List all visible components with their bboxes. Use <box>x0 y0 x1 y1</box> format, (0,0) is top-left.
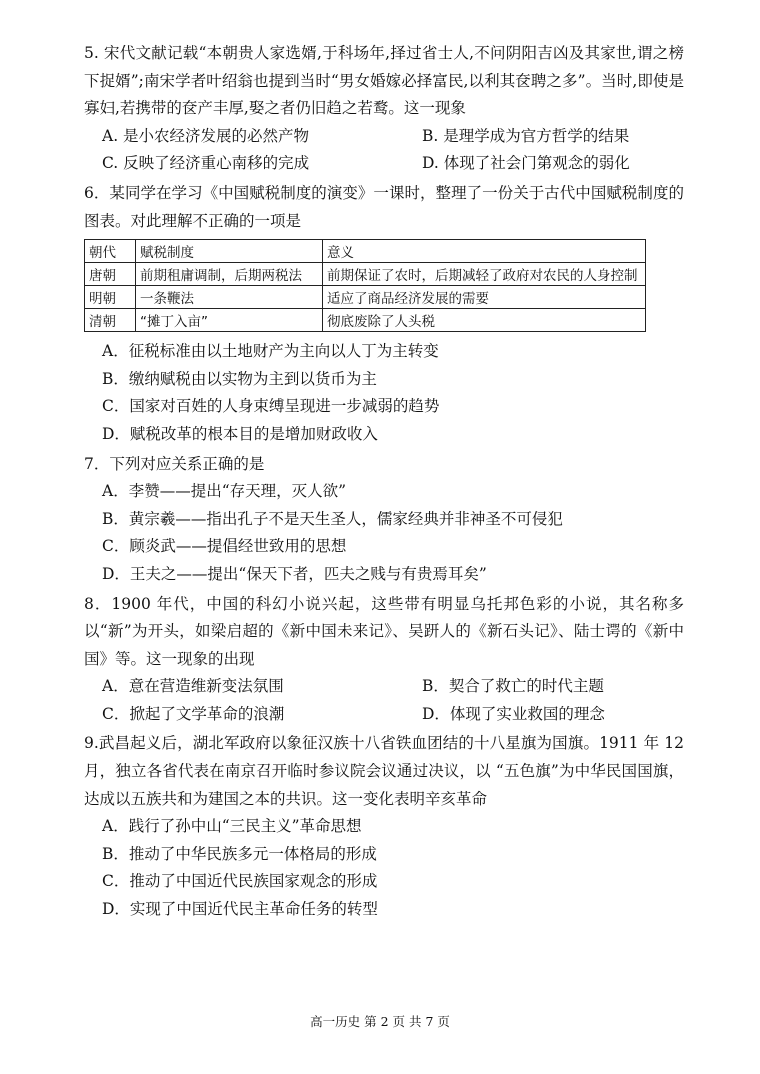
table-cell: 唐朝 <box>85 263 136 286</box>
table-cell: 清朝 <box>85 309 136 332</box>
options-grid <box>84 673 684 728</box>
option-a[interactable]: A．践行了孙中山“三民主义”革命思想 <box>102 817 362 836</box>
option-b[interactable]: B．推动了中华民族多元一体格局的形成 <box>102 844 377 863</box>
question-stem: 9.武昌起义后，湖北军政府以象征汉族十八省铁血团结的十八星旗为国旗。1911 年 12 月，独立各省代表在南京召开临时参议院会议通过决议，以 “五色旗”为中华民国国旗，达成以五族共和为建国之本的共识。这一变化表明辛亥革命 <box>84 734 684 808</box>
table-cell: 前期保证了农时，后期减轻了政府对农民的人身控制 <box>323 263 646 286</box>
table-header: 朝代 <box>85 240 136 263</box>
exam-page <box>84 40 684 926</box>
question-stem: 8．1900 年代，中国的科幻小说兴起，这些带有明显乌托邦色彩的小说，其名称多以“新”为开头，如梁启超的《新中国未来记》、吴趼人的《新石头记》、陆士谔的《新中国》等。这一现象的出现 <box>84 594 684 668</box>
tax-system-table <box>84 239 646 332</box>
option-c[interactable]: C．掀起了文学革命的浪潮 <box>102 704 285 723</box>
table-header: 赋税制度 <box>136 240 323 263</box>
question-7 <box>84 451 684 589</box>
question-6 <box>84 180 684 449</box>
option-b[interactable]: B．黄宗羲——指出孔子不是天生圣人，儒家经典并非神圣不可侵犯 <box>102 509 563 528</box>
table-cell: “摊丁入亩” <box>136 309 323 332</box>
option-c[interactable]: C．国家对百姓的人身束缚呈现进一步减弱的趋势 <box>102 397 440 416</box>
question-stem: 6．某同学在学习《中国赋税制度的演变》一课时，整理了一份关于古代中国赋税制度的图表。对此理解不正确的一项是 <box>84 183 684 230</box>
option-c[interactable]: C．顾炎武——提倡经世致用的思想 <box>102 537 347 556</box>
question-5 <box>84 40 684 178</box>
option-d[interactable]: D．王夫之——提出“保天下者，匹夫之贱与有贵焉耳矣” <box>102 564 487 583</box>
option-a[interactable]: A．征税标准由以土地财产为主向以人丁为主转变 <box>102 342 439 361</box>
option-b[interactable]: B. 是理学成为官方哲学的结果 <box>422 126 630 145</box>
table-row <box>85 309 646 332</box>
table-cell: 一条鞭法 <box>136 286 323 309</box>
option-c[interactable]: C．推动了中国近代民族国家观念的形成 <box>102 872 378 891</box>
table-header-row <box>85 240 646 263</box>
options-grid <box>84 123 684 178</box>
table-cell: 彻底废除了人头税 <box>323 309 646 332</box>
table-row <box>85 286 646 309</box>
option-a[interactable]: A．李赞——提出“存天理，灭人欲” <box>102 482 347 501</box>
option-d[interactable]: D．实现了中国近代民主革命任务的转型 <box>102 900 378 919</box>
table-cell: 适应了商品经济发展的需要 <box>323 286 646 309</box>
option-d[interactable]: D．体现了实业救国的理念 <box>422 704 605 723</box>
option-b[interactable]: B．缴纳赋税由以实物为主到以货币为主 <box>102 369 377 388</box>
table-cell: 前期租庸调制，后期两税法 <box>136 263 323 286</box>
question-8 <box>84 591 684 729</box>
table-cell: 明朝 <box>85 286 136 309</box>
option-a[interactable]: A. 是小农经济发展的必然产物 <box>102 126 310 145</box>
question-stem: 7．下列对应关系正确的是 <box>84 454 265 473</box>
option-b[interactable]: B．契合了救亡的时代主题 <box>422 677 604 696</box>
option-d[interactable]: D．赋税改革的根本目的是增加财政收入 <box>102 424 378 443</box>
option-d[interactable]: D. 体现了社会门第观念的弱化 <box>422 154 630 173</box>
question-stem: 5. 宋代文献记载“本朝贵人家选婿,于科场年,择过省士人,不问阴阳吉凶及其家世,谓之榜下捉婿”;南宋学者叶绍翁也提到当时“男女婚嫁必择富民,以利其奁聘之多”。当时,即使是寡妇,若携带的奁产丰厚,娶之者仍旧趋之若鹜。这一现象 <box>84 44 684 118</box>
option-c[interactable]: C. 反映了经济重心南移的完成 <box>102 154 310 173</box>
option-a[interactable]: A．意在营造维新变法氛围 <box>102 677 284 696</box>
page-footer: 高一历史 第 2 页 共 7 页 <box>310 1014 450 1029</box>
question-9 <box>84 730 684 923</box>
table-row <box>85 263 646 286</box>
table-header: 意义 <box>323 240 646 263</box>
